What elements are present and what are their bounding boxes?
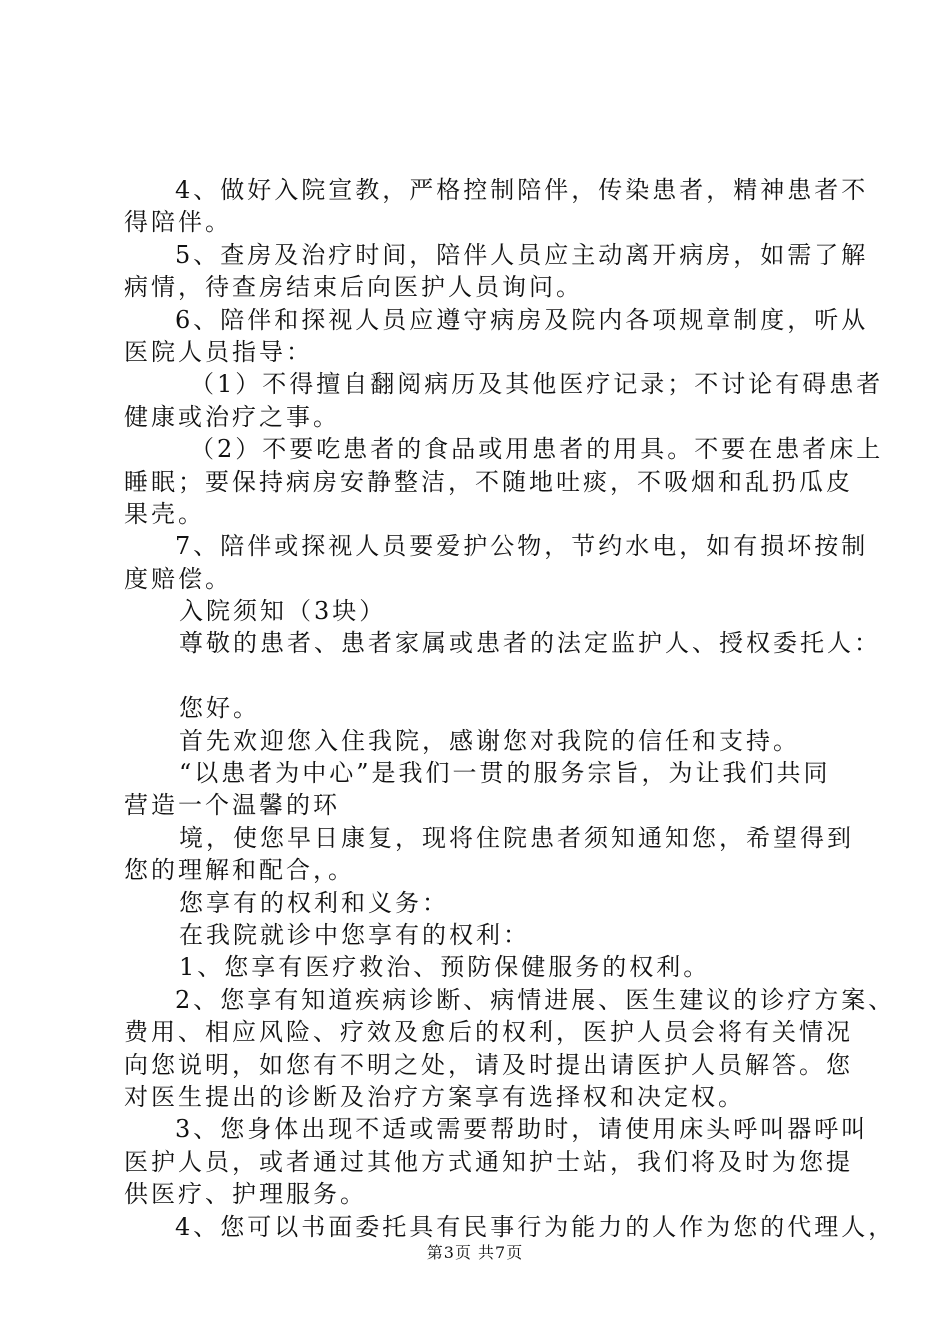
blank-line: [124, 660, 836, 692]
text-line: 6、陪伴和探视人员应遵守病房及院内各项规章制度，听从: [175, 305, 869, 334]
text-line: 尊敬的患者、患者家属或患者的法定监护人、授权委托人：: [179, 629, 881, 658]
text-line: 7、陪伴或探视人员要爱护公物，节约水电，如有损坏按制: [175, 532, 869, 561]
text-line: 费用、相应风险、疗效及愈后的权利，医护人员会将有关情况: [124, 1018, 853, 1047]
text-line: 在我院就诊中您享有的权利：: [179, 920, 530, 949]
text-line: 您享有的权利和义务：: [179, 888, 449, 917]
text-line: 4、您可以书面委托具有民事行为能力的人作为您的代理人，: [175, 1212, 896, 1241]
text-line: 向您说明，如您有不明之处，请及时提出请医护人员解答。您: [124, 1050, 853, 1079]
text-line: 果壳。: [124, 499, 205, 528]
text-line: 入院须知（3块）: [179, 597, 387, 626]
text-line: 2、您享有知道疾病诊断、病情进展、医生建议的诊疗方案、: [175, 985, 896, 1014]
text-line: 首先欢迎您入住我院，感谢您对我院的信任和支持。: [179, 726, 800, 755]
text-line: 睡眠；要保持病房安静整洁，不随地吐痰，不吸烟和乱扔瓜皮: [124, 467, 853, 496]
text-line: 您好。: [179, 694, 260, 723]
text-line: 营造一个温馨的环: [124, 791, 340, 820]
text-line: （2）不要吃患者的食品或用患者的用具。不要在患者床上: [190, 435, 884, 464]
text-line: 供医疗、护理服务。: [124, 1180, 367, 1209]
text-line: 对医生提出的诊断及治疗方案享有选择权和决定权。: [124, 1082, 745, 1111]
text-line: （1）不得擅自翻阅病历及其他医疗记录；不讨论有碍患者: [190, 370, 884, 399]
text-line: 您的理解和配合，。: [124, 856, 355, 885]
text-line: 病情，待查房结束后向医护人员询问。: [124, 273, 583, 302]
body-text: [124, 174, 896, 1243]
page-footer: 第3页 共7页: [426, 1243, 524, 1262]
text-line: 5、查房及治疗时间，陪伴人员应主动离开病房，如需了解: [175, 240, 869, 269]
text-line: 医院人员指导：: [124, 337, 313, 366]
text-line: 度赔偿。: [124, 564, 232, 593]
text-line: 医护人员，或者通过其他方式通知护士站，我们将及时为您提: [124, 1147, 853, 1176]
text-line: 境，使您早日康复，现将住院患者须知通知您，希望得到: [179, 823, 854, 852]
text-line: 得陪伴。: [124, 208, 232, 237]
text-line: 4、做好入院宣教，严格控制陪伴，传染患者，精神患者不: [175, 176, 869, 204]
text-line: 健康或治疗之事。: [124, 402, 340, 431]
text-line: “以患者为中心”是我们一贯的服务宗旨，为让我们共同: [179, 759, 831, 788]
text-line: 3、您身体出现不适或需要帮助时，请使用床头呼叫器呼叫: [175, 1115, 869, 1144]
text-line: 1、您享有医疗救治、预防保健服务的权利。: [179, 953, 711, 982]
